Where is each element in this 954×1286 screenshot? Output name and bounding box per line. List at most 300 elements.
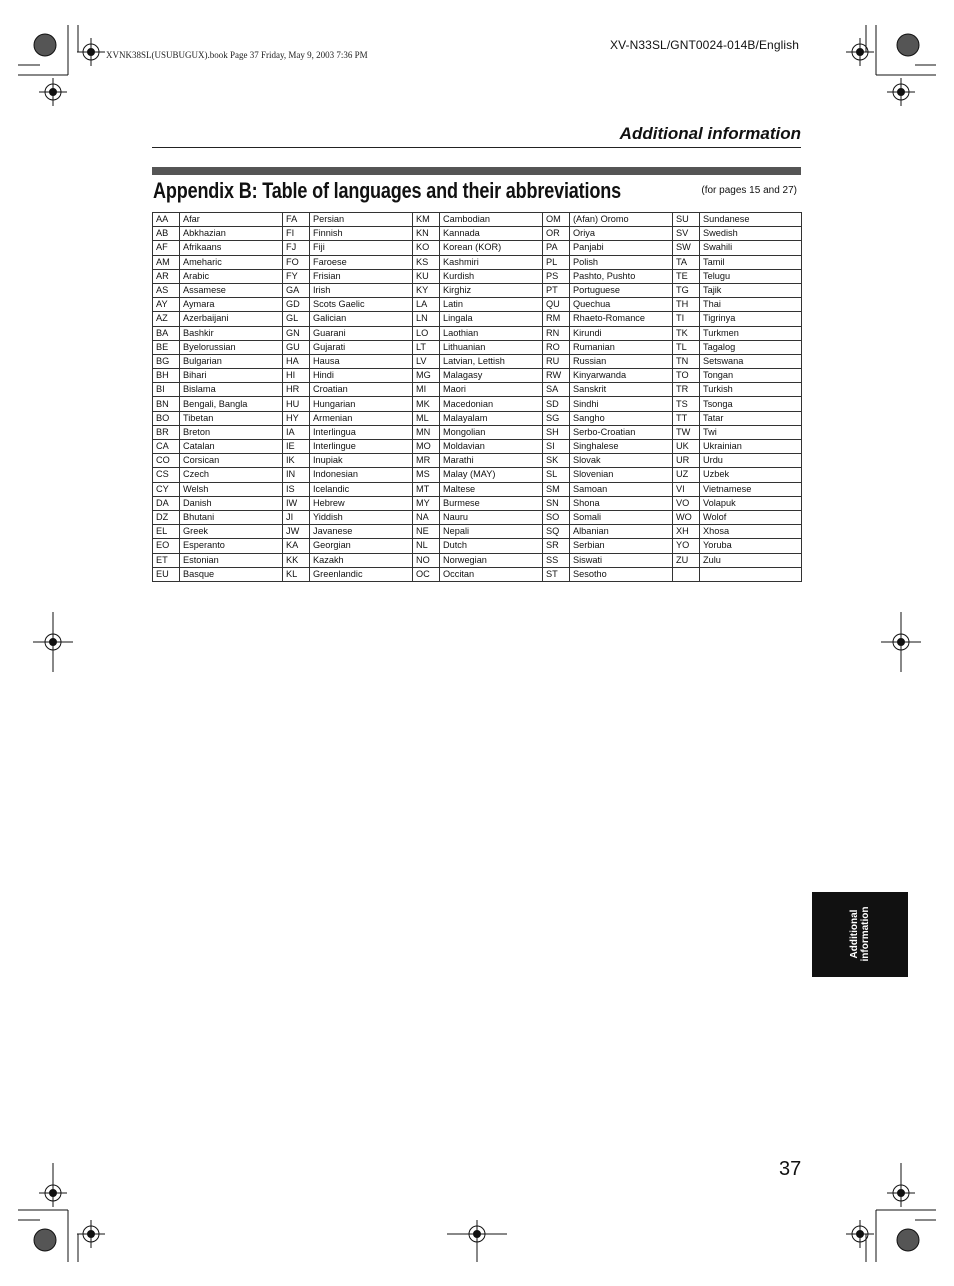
- language-name: Estonian: [180, 553, 283, 567]
- table-row: [153, 213, 802, 227]
- language-code: RO: [543, 340, 570, 354]
- language-code: MN: [413, 425, 440, 439]
- language-name: Afar: [180, 213, 283, 227]
- language-code: QU: [543, 298, 570, 312]
- language-code: AM: [153, 255, 180, 269]
- language-code: YO: [673, 539, 700, 553]
- language-code: BE: [153, 340, 180, 354]
- language-name: Ukrainian: [700, 440, 802, 454]
- language-code: MK: [413, 397, 440, 411]
- language-code: PL: [543, 255, 570, 269]
- table-row: [153, 440, 802, 454]
- language-code: KA: [283, 539, 310, 553]
- language-code: OC: [413, 567, 440, 581]
- language-code: DZ: [153, 510, 180, 524]
- language-name: Arabic: [180, 269, 283, 283]
- language-name: Vietnamese: [700, 482, 802, 496]
- language-name: Dutch: [440, 539, 543, 553]
- language-name: Hungarian: [310, 397, 413, 411]
- language-name: Uzbek: [700, 468, 802, 482]
- language-code: SI: [543, 440, 570, 454]
- language-name: Thai: [700, 298, 802, 312]
- language-name: Abkhazian: [180, 227, 283, 241]
- language-code: HR: [283, 383, 310, 397]
- language-name: Bashkir: [180, 326, 283, 340]
- language-name: Georgian: [310, 539, 413, 553]
- language-name: Occitan: [440, 567, 543, 581]
- language-code: BH: [153, 369, 180, 383]
- language-name: Kurdish: [440, 269, 543, 283]
- language-code: [673, 567, 700, 581]
- language-code: JW: [283, 525, 310, 539]
- table-row: [153, 510, 802, 524]
- language-code: FY: [283, 269, 310, 283]
- language-name: Tatar: [700, 411, 802, 425]
- language-code: GD: [283, 298, 310, 312]
- language-name: Kirundi: [570, 326, 673, 340]
- language-name: Marathi: [440, 454, 543, 468]
- language-code: UR: [673, 454, 700, 468]
- language-code: AB: [153, 227, 180, 241]
- table-row: [153, 283, 802, 297]
- language-name: [700, 567, 802, 581]
- language-code: HA: [283, 354, 310, 368]
- language-code: NO: [413, 553, 440, 567]
- table-row: [153, 454, 802, 468]
- language-code: ML: [413, 411, 440, 425]
- language-name: Shona: [570, 496, 673, 510]
- language-name: Bengali, Bangla: [180, 397, 283, 411]
- language-code: TA: [673, 255, 700, 269]
- language-code: IS: [283, 482, 310, 496]
- language-name: Tamil: [700, 255, 802, 269]
- language-code: IK: [283, 454, 310, 468]
- language-code: SW: [673, 241, 700, 255]
- table-row: [153, 397, 802, 411]
- language-code: TN: [673, 354, 700, 368]
- language-name: Malay (MAY): [440, 468, 543, 482]
- language-name: Swahili: [700, 241, 802, 255]
- language-code: KU: [413, 269, 440, 283]
- language-code: KS: [413, 255, 440, 269]
- language-name: Latin: [440, 298, 543, 312]
- language-code: AZ: [153, 312, 180, 326]
- section-title: Additional information: [619, 124, 801, 143]
- language-code: SU: [673, 213, 700, 227]
- language-name: Bislama: [180, 383, 283, 397]
- language-name: Telugu: [700, 269, 802, 283]
- language-code: LO: [413, 326, 440, 340]
- language-name: Latvian, Lettish: [440, 354, 543, 368]
- language-name: Hindi: [310, 369, 413, 383]
- side-tab: [812, 892, 908, 977]
- language-code: KK: [283, 553, 310, 567]
- language-code: LA: [413, 298, 440, 312]
- language-name: Kazakh: [310, 553, 413, 567]
- language-code: HY: [283, 411, 310, 425]
- language-code: HU: [283, 397, 310, 411]
- language-code: TH: [673, 298, 700, 312]
- language-code: EO: [153, 539, 180, 553]
- language-code: WO: [673, 510, 700, 524]
- language-name: Armenian: [310, 411, 413, 425]
- language-name: Bhutani: [180, 510, 283, 524]
- language-code: BN: [153, 397, 180, 411]
- table-row: [153, 468, 802, 482]
- language-code: TT: [673, 411, 700, 425]
- table-row: [153, 298, 802, 312]
- language-code: IW: [283, 496, 310, 510]
- language-name: Indonesian: [310, 468, 413, 482]
- language-code: UK: [673, 440, 700, 454]
- language-code: AR: [153, 269, 180, 283]
- table-row: [153, 312, 802, 326]
- language-code: EL: [153, 525, 180, 539]
- language-name: Javanese: [310, 525, 413, 539]
- language-name: Moldavian: [440, 440, 543, 454]
- language-code: MI: [413, 383, 440, 397]
- language-name: Kirghiz: [440, 283, 543, 297]
- language-name: Russian: [570, 354, 673, 368]
- language-name: Bulgarian: [180, 354, 283, 368]
- side-tab-label: [849, 907, 871, 962]
- language-code: ST: [543, 567, 570, 581]
- language-name: Tajik: [700, 283, 802, 297]
- language-name: Rhaeto-Romance: [570, 312, 673, 326]
- language-name: Danish: [180, 496, 283, 510]
- language-code: IE: [283, 440, 310, 454]
- language-name: Hausa: [310, 354, 413, 368]
- language-name: Norwegian: [440, 553, 543, 567]
- language-name: Rumanian: [570, 340, 673, 354]
- language-name: Sesotho: [570, 567, 673, 581]
- language-code: IN: [283, 468, 310, 482]
- language-name: Serbian: [570, 539, 673, 553]
- language-code: CS: [153, 468, 180, 482]
- language-code: FO: [283, 255, 310, 269]
- language-code: VO: [673, 496, 700, 510]
- language-name: Cambodian: [440, 213, 543, 227]
- language-name: Tongan: [700, 369, 802, 383]
- language-name: Sangho: [570, 411, 673, 425]
- language-name: Hebrew: [310, 496, 413, 510]
- language-code: NL: [413, 539, 440, 553]
- language-name: Sanskrit: [570, 383, 673, 397]
- language-name: Tagalog: [700, 340, 802, 354]
- language-code: FA: [283, 213, 310, 227]
- language-name: Czech: [180, 468, 283, 482]
- language-name: Slovenian: [570, 468, 673, 482]
- language-code: CY: [153, 482, 180, 496]
- language-code: BO: [153, 411, 180, 425]
- language-name: Persian: [310, 213, 413, 227]
- language-table: [152, 212, 802, 582]
- language-code: SN: [543, 496, 570, 510]
- language-code: SG: [543, 411, 570, 425]
- table-row: [153, 496, 802, 510]
- language-name: Mongolian: [440, 425, 543, 439]
- language-code: IA: [283, 425, 310, 439]
- table-row: [153, 269, 802, 283]
- language-code: BG: [153, 354, 180, 368]
- table-row: [153, 383, 802, 397]
- language-code: PS: [543, 269, 570, 283]
- language-name: Singhalese: [570, 440, 673, 454]
- table-row: [153, 539, 802, 553]
- side-tab-line2: information: [860, 906, 871, 962]
- table-row: [153, 553, 802, 567]
- language-name: Assamese: [180, 283, 283, 297]
- language-code: SL: [543, 468, 570, 482]
- language-code: EU: [153, 567, 180, 581]
- language-name: Malagasy: [440, 369, 543, 383]
- language-code: MO: [413, 440, 440, 454]
- language-name: Twi: [700, 425, 802, 439]
- language-code: SK: [543, 454, 570, 468]
- language-name: Frisian: [310, 269, 413, 283]
- language-name: Setswana: [700, 354, 802, 368]
- language-name: Croatian: [310, 383, 413, 397]
- language-name: Tibetan: [180, 411, 283, 425]
- language-name: Wolof: [700, 510, 802, 524]
- language-code: KY: [413, 283, 440, 297]
- language-code: MS: [413, 468, 440, 482]
- language-name: Icelandic: [310, 482, 413, 496]
- language-code: BA: [153, 326, 180, 340]
- language-name: Irish: [310, 283, 413, 297]
- table-row: [153, 411, 802, 425]
- language-code: DA: [153, 496, 180, 510]
- language-code: KL: [283, 567, 310, 581]
- language-name: Afrikaans: [180, 241, 283, 255]
- page-title: Appendix B: Table of languages and their abbreviations: [153, 178, 621, 203]
- language-code: MR: [413, 454, 440, 468]
- language-name: (Afan) Oromo: [570, 213, 673, 227]
- language-code: KM: [413, 213, 440, 227]
- language-name: Somali: [570, 510, 673, 524]
- language-name: Laothian: [440, 326, 543, 340]
- language-code: SO: [543, 510, 570, 524]
- language-name: Byelorussian: [180, 340, 283, 354]
- language-code: SM: [543, 482, 570, 496]
- language-code: MG: [413, 369, 440, 383]
- language-name: Oriya: [570, 227, 673, 241]
- language-name: Kinyarwanda: [570, 369, 673, 383]
- language-code: FI: [283, 227, 310, 241]
- language-name: Macedonian: [440, 397, 543, 411]
- language-code: SA: [543, 383, 570, 397]
- language-code: KN: [413, 227, 440, 241]
- language-name: Serbo-Croatian: [570, 425, 673, 439]
- table-row: [153, 567, 802, 581]
- language-name: Sindhi: [570, 397, 673, 411]
- language-name: Fiji: [310, 241, 413, 255]
- language-name: Interlingua: [310, 425, 413, 439]
- language-name: Zulu: [700, 553, 802, 567]
- language-name: Catalan: [180, 440, 283, 454]
- section-rule: [152, 147, 801, 148]
- language-name: Sundanese: [700, 213, 802, 227]
- language-code: NE: [413, 525, 440, 539]
- language-name: Faroese: [310, 255, 413, 269]
- language-code: PT: [543, 283, 570, 297]
- language-name: Polish: [570, 255, 673, 269]
- language-name: Welsh: [180, 482, 283, 496]
- language-name: Yoruba: [700, 539, 802, 553]
- language-name: Albanian: [570, 525, 673, 539]
- language-name: Kashmiri: [440, 255, 543, 269]
- language-name: Greek: [180, 525, 283, 539]
- language-name: Galician: [310, 312, 413, 326]
- language-code: MY: [413, 496, 440, 510]
- table-row: [153, 425, 802, 439]
- language-name: Tsonga: [700, 397, 802, 411]
- language-code: LT: [413, 340, 440, 354]
- language-name: Greenlandic: [310, 567, 413, 581]
- language-code: CA: [153, 440, 180, 454]
- language-name: Slovak: [570, 454, 673, 468]
- language-code: SH: [543, 425, 570, 439]
- language-name: Maori: [440, 383, 543, 397]
- language-code: RN: [543, 326, 570, 340]
- language-name: Xhosa: [700, 525, 802, 539]
- table-row: [153, 255, 802, 269]
- language-name: Burmese: [440, 496, 543, 510]
- language-name: Scots Gaelic: [310, 298, 413, 312]
- table-row: [153, 369, 802, 383]
- language-code: FJ: [283, 241, 310, 255]
- language-name: Tigrinya: [700, 312, 802, 326]
- language-code: RW: [543, 369, 570, 383]
- page-number: 37: [779, 1158, 802, 1180]
- side-tab-line1: Additional: [849, 909, 860, 959]
- language-name: Portuguese: [570, 283, 673, 297]
- language-name: Maltese: [440, 482, 543, 496]
- language-code: ZU: [673, 553, 700, 567]
- language-code: GA: [283, 283, 310, 297]
- language-code: HI: [283, 369, 310, 383]
- language-code: XH: [673, 525, 700, 539]
- language-name: Basque: [180, 567, 283, 581]
- language-name: Azerbaijani: [180, 312, 283, 326]
- language-table-body: [153, 213, 802, 582]
- table-row: [153, 525, 802, 539]
- table-row: [153, 241, 802, 255]
- language-name: Breton: [180, 425, 283, 439]
- language-name: Turkish: [700, 383, 802, 397]
- language-code: SS: [543, 553, 570, 567]
- language-name: Volapuk: [700, 496, 802, 510]
- language-name: Samoan: [570, 482, 673, 496]
- language-name: Inupiak: [310, 454, 413, 468]
- language-code: TG: [673, 283, 700, 297]
- language-name: Kannada: [440, 227, 543, 241]
- language-name: Aymara: [180, 298, 283, 312]
- language-name: Panjabi: [570, 241, 673, 255]
- language-name: Guarani: [310, 326, 413, 340]
- language-name: Urdu: [700, 454, 802, 468]
- language-name: Turkmen: [700, 326, 802, 340]
- language-code: TL: [673, 340, 700, 354]
- language-name: Corsican: [180, 454, 283, 468]
- language-code: AF: [153, 241, 180, 255]
- language-name: Korean (KOR): [440, 241, 543, 255]
- language-code: TE: [673, 269, 700, 283]
- language-code: SV: [673, 227, 700, 241]
- language-code: KO: [413, 241, 440, 255]
- language-name: Siswati: [570, 553, 673, 567]
- page-reference-note: (for pages 15 and 27): [701, 185, 797, 196]
- language-code: BI: [153, 383, 180, 397]
- print-info: XVNK38SL(USUBUGUX).book Page 37 Friday, May 9, 2003 7:36 PM: [106, 50, 368, 60]
- language-name: Swedish: [700, 227, 802, 241]
- language-code: PA: [543, 241, 570, 255]
- language-code: CO: [153, 454, 180, 468]
- language-name: Finnish: [310, 227, 413, 241]
- language-code: TO: [673, 369, 700, 383]
- language-code: AY: [153, 298, 180, 312]
- table-row: [153, 354, 802, 368]
- language-code: OM: [543, 213, 570, 227]
- language-name: Ameharic: [180, 255, 283, 269]
- language-name: Lingala: [440, 312, 543, 326]
- language-code: GU: [283, 340, 310, 354]
- language-code: AS: [153, 283, 180, 297]
- table-row: [153, 340, 802, 354]
- language-code: TS: [673, 397, 700, 411]
- language-name: Nauru: [440, 510, 543, 524]
- language-name: Bihari: [180, 369, 283, 383]
- language-code: UZ: [673, 468, 700, 482]
- document-code: XV-N33SL/GNT0024-014B/English: [610, 38, 800, 52]
- language-code: TI: [673, 312, 700, 326]
- language-code: RM: [543, 312, 570, 326]
- language-code: ET: [153, 553, 180, 567]
- language-code: TR: [673, 383, 700, 397]
- title-bar: [152, 167, 801, 175]
- language-code: RU: [543, 354, 570, 368]
- language-code: LN: [413, 312, 440, 326]
- language-code: AA: [153, 213, 180, 227]
- language-code: NA: [413, 510, 440, 524]
- language-code: SR: [543, 539, 570, 553]
- language-code: GL: [283, 312, 310, 326]
- language-code: MT: [413, 482, 440, 496]
- language-name: Esperanto: [180, 539, 283, 553]
- language-code: JI: [283, 510, 310, 524]
- language-name: Interlingue: [310, 440, 413, 454]
- language-name: Nepali: [440, 525, 543, 539]
- language-code: GN: [283, 326, 310, 340]
- table-row: [153, 482, 802, 496]
- language-name: Gujarati: [310, 340, 413, 354]
- language-code: OR: [543, 227, 570, 241]
- language-name: Malayalam: [440, 411, 543, 425]
- language-name: Lithuanian: [440, 340, 543, 354]
- language-code: VI: [673, 482, 700, 496]
- language-code: TW: [673, 425, 700, 439]
- language-name: Yiddish: [310, 510, 413, 524]
- table-row: [153, 227, 802, 241]
- language-code: BR: [153, 425, 180, 439]
- table-row: [153, 326, 802, 340]
- language-code: SD: [543, 397, 570, 411]
- language-code: LV: [413, 354, 440, 368]
- language-name: Pashto, Pushto: [570, 269, 673, 283]
- language-code: SQ: [543, 525, 570, 539]
- language-code: TK: [673, 326, 700, 340]
- language-name: Quechua: [570, 298, 673, 312]
